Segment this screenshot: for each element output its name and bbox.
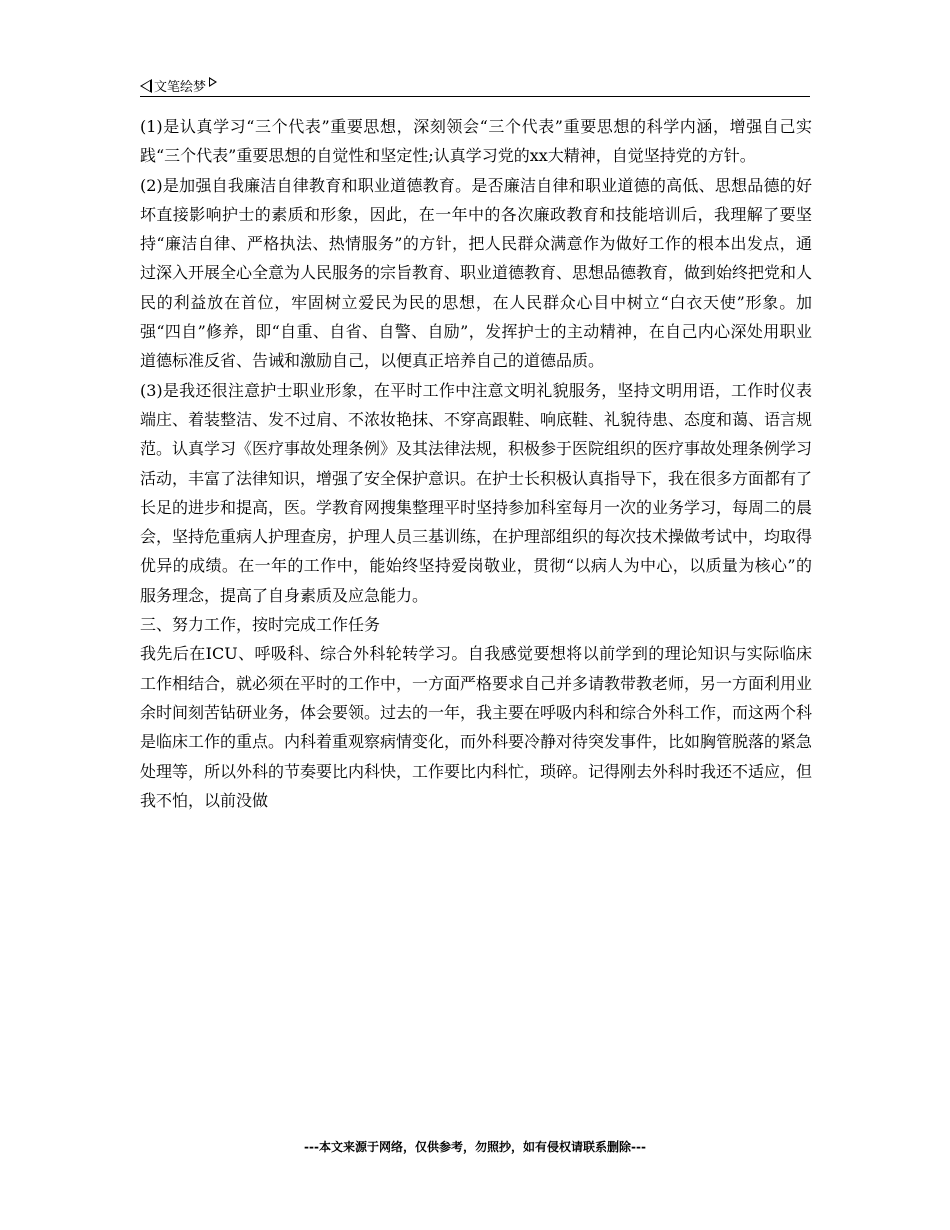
brand-mark — [140, 76, 217, 95]
page-header — [140, 70, 810, 97]
document-body — [140, 112, 812, 815]
triangle-right-icon — [209, 77, 217, 87]
paragraph-4: 我先后在ICU、呼吸科、综合外科轮转学习。自我感觉要想将以前学到的理论知识与实际临床工作相结合，就必须在平时的工作中，一方面严格要求自己并多请教带教老师，另一方面利用业余时间刻苦钻研业务，体会要领。过去的一年，我主要在呼吸内科和综合外科工作，而这两个科是临床工作的重点。内科着重观察病情变化，而外科要冷静对待突发事件，比如胸管脱落的紧急处理等，所以外科的节奏要比内科快，工作要比内科忙，琐碎。记得刚去外科时我还不适应，但我不怕，以前没做 — [140, 644, 813, 810]
section-heading: 三、努力工作，按时完成工作任务 — [140, 615, 381, 635]
paragraph-3: (3)是我还很注意护士职业形象，在平时工作中注意文明礼貌服务，坚持文明用语，工作时仪表端庄、着装整洁、发不过肩、不浓妆艳抹、不穿高跟鞋、响底鞋、礼貌待患、态度和蔼、语言规范。认真学习《医疗事故处理条例》及其法律法规，积极参于医院组织的医疗事故处理条例学习活动，丰富了法律知识，增强了安全保护意识。在护士长积极认真指导下，我在很多方面都有了长足的进步和提高，医。学教育网搜集整理平时坚持参加科室每月一次的业务学习，每周二的晨会，坚持危重病人护理查房，护理人员三基训练，在护理部组织的每次技术操做考试中，均取得优异的成绩。在一年的工作中，能始终坚持爱岗敬业，贯彻“以病人为中心，以质量为核心”的服务理念，提高了自身素质及应急能力。 — [140, 380, 813, 605]
brand-name: 文笔绘梦 — [154, 80, 207, 95]
paragraph-2: (2)是加强自我廉洁自律教育和职业道德教育。是否廉洁自律和职业道德的高低、思想品德的好坏直接影响护士的素质和形象，因此，在一年中的各次廉政教育和技能培训后，我理解了要坚持“廉洁自律、严格执法、热情服务”的方针，把人民群众满意作为做好工作的根本出发点，通过深入开展全心全意为人民服务的宗旨教育、职业道德教育、思想品德教育，做到始终把党和人民的利益放在首位，牢固树立爱民为民的思想，在人民群众心目中树立“白衣天使”形象。加强“四自”修养，即“自重、自省、自警、自励”，发挥护士的主动精神，在自己内心深处用职业道德标准反省、告诫和激励自己，以便真正培养自己的道德品质。 — [140, 175, 813, 371]
triangle-left-icon — [140, 79, 152, 93]
footer-notice: ---本文来源于网络，仅供参考，勿照抄，如有侵权请联系删除--- — [304, 1140, 646, 1154]
paragraph-1: (1)是认真学习“三个代表”重要思想，深刻领会“三个代表”重要思想的科学内涵，增强自己实践“三个代表”重要思想的自觉性和坚定性;认真学习党的xx大精神，自觉坚持党的方针。 — [140, 117, 812, 166]
